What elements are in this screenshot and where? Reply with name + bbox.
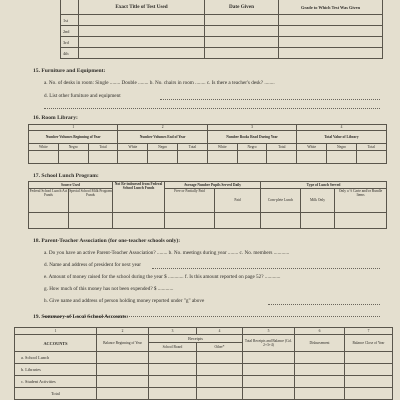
accounts-header-total: Total Receipts and Balance (Col. 2+3+4) (243, 335, 295, 352)
library-cell[interactable] (327, 151, 357, 164)
accounts-cell[interactable] (97, 388, 149, 400)
accounts-cell[interactable] (149, 364, 197, 376)
accounts-cell[interactable] (243, 388, 295, 400)
accounts-cell[interactable] (345, 388, 393, 400)
tests-cell[interactable] (205, 15, 279, 26)
library-cell[interactable] (267, 151, 297, 164)
furniture-title: 15. Furniture and Equipment: (33, 68, 106, 74)
accounts-row-total: Total (15, 388, 97, 400)
accounts-header-accounts: ACCOUNTS (15, 335, 97, 352)
accounts-col-num: 7 (345, 328, 393, 335)
lunch-cell[interactable] (301, 213, 335, 229)
library-cell[interactable] (207, 151, 237, 164)
tests-cell[interactable] (279, 15, 383, 26)
lunch-type-complete: Com-plete Lunch (261, 189, 301, 213)
pta-fill-line[interactable] (152, 268, 380, 269)
accounts-row-label: c. Student Activities (15, 376, 97, 388)
library-subcol: White (297, 144, 327, 151)
accounts-cell[interactable] (345, 376, 393, 388)
pta-line-g: g. How much of this money has not been expended? $ ............ (44, 286, 174, 292)
furniture-fill-line[interactable] (44, 108, 380, 109)
accounts-cell[interactable] (97, 364, 149, 376)
lunch-avg-paid: Paid (215, 189, 261, 213)
accounts-cell[interactable] (345, 352, 393, 364)
accounts-col-num: 6 (295, 328, 345, 335)
pta-fill-line[interactable] (268, 304, 380, 305)
accounts-row-label: b. Libraries (15, 364, 97, 376)
pta-line-e: e. Amount of money raised for the school during the year $ ............ f. Is this amount reported on page 52? ............ (44, 274, 281, 280)
accounts-cell[interactable] (243, 364, 295, 376)
accounts-col-num: 5 (243, 328, 295, 335)
library-cell[interactable] (58, 151, 88, 164)
lunch-cell[interactable] (29, 213, 69, 229)
lunch-avg-free: Free or Partially Paid (165, 189, 215, 213)
lunch-cell[interactable] (335, 213, 387, 229)
tests-row-label: 4th (61, 48, 79, 59)
accounts-header-disbursement: Disbursement (295, 335, 345, 352)
tests-cell[interactable] (79, 37, 205, 48)
tests-header-date: Date Given (205, 0, 279, 15)
accounts-cell[interactable] (197, 364, 243, 376)
lunch-avg-header: Average Number Pupils Served Daily (165, 182, 261, 189)
library-cell[interactable] (88, 151, 118, 164)
lunch-cell[interactable] (261, 213, 301, 229)
library-cell[interactable] (29, 151, 59, 164)
library-cell[interactable] (118, 151, 148, 164)
lunch-cell[interactable] (113, 213, 165, 229)
accounts-cell[interactable] (97, 352, 149, 364)
pta-line-d: d. Name and address of president for next year (44, 262, 141, 268)
library-group-label: Number Volumes End of Year (118, 131, 207, 144)
library-subcol: Total (88, 144, 118, 151)
tests-cell[interactable] (205, 26, 279, 37)
lunch-source-federal: Federal School Lunch Act Funds (29, 189, 69, 213)
accounts-header-other: Other* (197, 343, 243, 352)
furniture-line-d: d. List other furniture and equipment (44, 93, 121, 99)
library-title: 16. Room Library: (33, 115, 78, 121)
library-cell[interactable] (356, 151, 386, 164)
library-cell[interactable] (297, 151, 327, 164)
accounts-cell[interactable] (197, 352, 243, 364)
accounts-cell[interactable] (149, 352, 197, 364)
lunch-type-carte: Only a ½ Carte and/or Bundle Items (335, 189, 387, 213)
tests-table (60, 0, 383, 59)
lunch-table (28, 181, 387, 229)
library-subcol: Negro (237, 144, 267, 151)
accounts-col-num: 4 (197, 328, 243, 335)
library-group-label: Number Books Read During Year (207, 131, 296, 144)
library-group-num: 4 (297, 125, 386, 131)
furniture-fill-line[interactable] (160, 99, 380, 100)
library-group-label: Number Volumes Beginning of Year (29, 131, 118, 144)
tests-cell[interactable] (279, 48, 383, 59)
accounts-title: 19. Summary of Local School Accounts: (33, 314, 129, 320)
accounts-cell[interactable] (197, 388, 243, 400)
library-subcol: Total (356, 144, 386, 151)
accounts-cell[interactable] (295, 388, 345, 400)
lunch-source-header: Source Used (29, 182, 113, 189)
accounts-cell[interactable] (243, 376, 295, 388)
library-subcol: Total (178, 144, 208, 151)
library-subcol: Negro (58, 144, 88, 151)
tests-cell[interactable] (79, 48, 205, 59)
library-group-num: 2 (118, 125, 207, 131)
accounts-cell[interactable] (295, 376, 345, 388)
tests-row-label: 1st (61, 15, 79, 26)
lunch-type-header: Type of Lunch Served (261, 182, 387, 189)
library-group-label: Total Value of Library (297, 131, 386, 144)
lunch-cell[interactable] (165, 213, 215, 229)
lunch-cell[interactable] (69, 213, 113, 229)
pta-title: 18. Parent-Teacher Association (for one-teacher schools only): (33, 238, 181, 244)
accounts-header-receipts: Receipts (149, 335, 243, 343)
pta-line-a: a. Do you have an active Parent-Teacher Association? ........ b. No. meetings during year ........ c. No. members ............ (44, 250, 290, 256)
tests-header-title: Exact Title of Test Used (79, 0, 205, 15)
library-cell[interactable] (178, 151, 208, 164)
tests-cell[interactable] (79, 15, 205, 26)
tests-row-label: 2nd (61, 26, 79, 37)
accounts-cell[interactable] (295, 364, 345, 376)
library-group-num: 3 (207, 125, 296, 131)
library-group-num: 1 (29, 125, 118, 131)
tests-cell[interactable] (205, 37, 279, 48)
accounts-cell[interactable] (345, 364, 393, 376)
lunch-source-milk: Special School Milk Program Funds (69, 189, 113, 213)
library-subcol: Negro (148, 144, 178, 151)
tests-header-grade: Grade to Which Test Was Given (279, 0, 383, 15)
library-subcol: White (29, 144, 59, 151)
library-subcol: Total (267, 144, 297, 151)
tests-cell[interactable] (279, 26, 383, 37)
lunch-type-milk: Milk Only (301, 189, 335, 213)
accounts-cell[interactable] (295, 352, 345, 364)
accounts-header-balance-close: Balance Close of Year (345, 335, 393, 352)
accounts-cell[interactable] (197, 376, 243, 388)
lunch-cell[interactable] (215, 213, 261, 229)
accounts-col-num: 1 (15, 328, 97, 335)
library-subcol: White (207, 144, 237, 151)
library-table (28, 124, 387, 164)
tests-row-label: 3rd (61, 37, 79, 48)
library-subcol: Negro (327, 144, 357, 151)
library-subcol: White (118, 144, 148, 151)
library-cell[interactable] (237, 151, 267, 164)
accounts-row-label: a. School Lunch (15, 352, 97, 364)
pta-line-h: h. Give name and address of person holding money reported under "g" above (44, 298, 205, 304)
furniture-line-a: a. No. of desks in room: Single ........ Double ........ b. No. chairs in room ........ c. Is there a teacher's desk? ........ (44, 80, 275, 86)
accounts-header-balance-begin: Balance Beginning of Year (97, 335, 149, 352)
accounts-cell[interactable] (243, 352, 295, 364)
tests-cell[interactable] (279, 37, 383, 48)
accounts-cell[interactable] (149, 376, 197, 388)
library-cell[interactable] (148, 151, 178, 164)
accounts-col-num: 3 (149, 328, 197, 335)
accounts-col-num: 2 (97, 328, 149, 335)
accounts-cell[interactable] (149, 388, 197, 400)
accounts-cell[interactable] (97, 376, 149, 388)
lunch-not-reimbursed-header: Not Re-imbursed from Federal School Lunch Funds (113, 182, 165, 213)
lunch-title: 17. School Lunch Program: (33, 173, 99, 179)
tests-cell[interactable] (79, 26, 205, 37)
accounts-table (14, 327, 393, 400)
tests-cell[interactable] (205, 48, 279, 59)
accounts-header-school-board: School Board (149, 343, 197, 352)
